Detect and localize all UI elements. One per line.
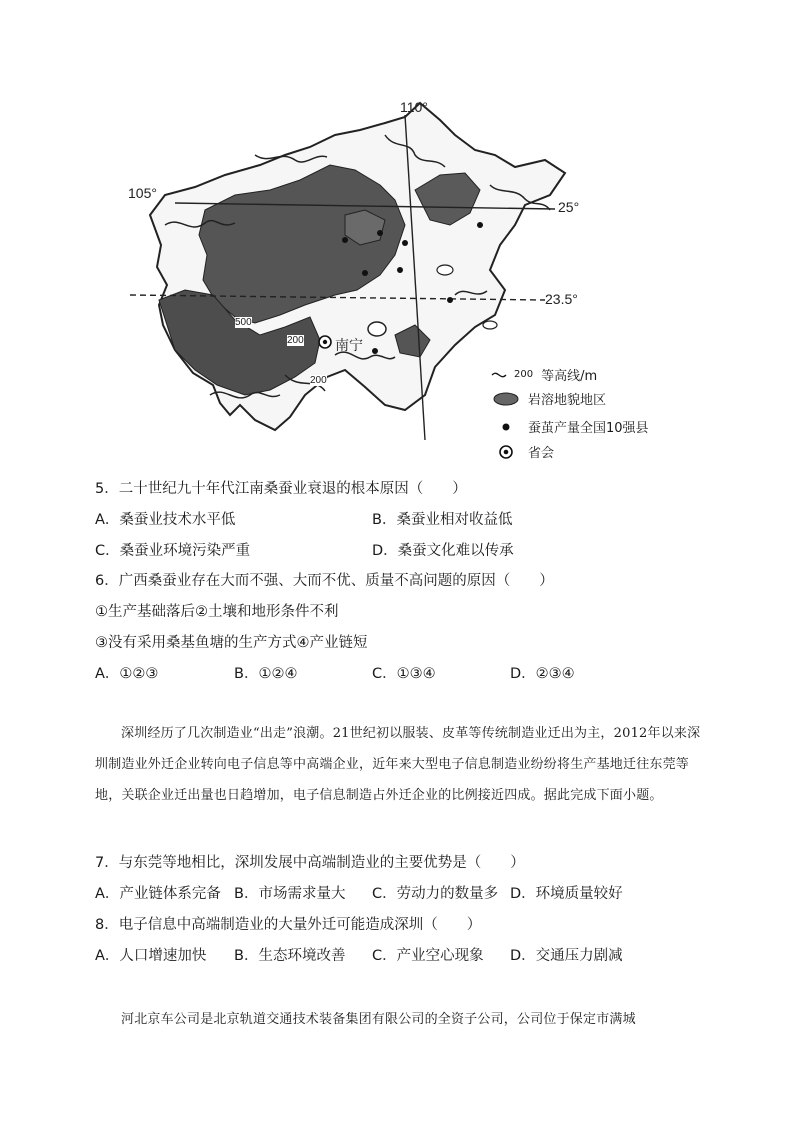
q6-statement-line-1: ①生产基础落后②土壤和地形条件不利 [95,604,339,620]
q5-option-d[interactable]: D．桑蚕文化难以传承 [372,543,514,559]
nanning-label: 南宁 [335,337,363,353]
q6-option-d[interactable]: D．②③④ [510,666,575,682]
q6-option-c[interactable]: C．①③④ [372,666,436,682]
legend-label: 蚕茧产量全国10强县 [528,421,649,436]
county-dot [397,267,403,273]
legend-contour [490,365,597,384]
q7-option-a[interactable]: A．产业链体系完备 [95,886,221,902]
legend-capital [490,442,554,461]
legend-county [490,417,649,436]
question-8-stem: 8．电子信息中高端制造业的大量外迁可能造成深圳（ ） [95,917,482,933]
q5-option-b[interactable]: B．桑蚕业相对收益低 [372,512,513,528]
q6-statement-line-2: ③没有采用桑基鱼塘的生产方式④产业链短 [95,635,368,651]
q8-option-c[interactable]: C．产业空心现象 [372,948,484,964]
contour-500-label: 500 [235,317,252,328]
latitude-23-5-label: 23.5° [545,291,578,307]
legend-karst [490,389,606,408]
question-7-stem: 7．与东莞等地相比，深圳发展中高端制造业的主要优势是（ ） [95,855,525,871]
q7-option-b[interactable]: B．市场需求量大 [234,886,346,902]
county-dot [447,297,453,303]
legend-label: 省会 [528,446,555,461]
q8-option-d[interactable]: D．交通压力剧减 [510,948,623,964]
q8-option-b[interactable]: B．生态环境改善 [234,948,346,964]
county-dot [372,348,378,354]
legend-label: 等高线/m [541,369,598,384]
next-passage: 河北京车公司是北京轨道交通技术装备集团有限公司的全资子公司，公司位于保定市满城 [121,1012,636,1027]
contour-legend-value: 200 [514,369,534,380]
contour-200-label: 200 [287,335,304,346]
q6-option-b[interactable]: B．①②④ [234,666,298,682]
q7-option-d[interactable]: D．环境质量较好 [510,886,623,902]
county-dot [377,230,383,236]
map-graphic [95,95,695,465]
q5-option-c[interactable]: C．桑蚕业环境污染严重 [95,543,251,559]
longitude-110-label: 110° [400,99,428,115]
county-dot [342,237,348,243]
q5-option-a[interactable]: A．桑蚕业技术水平低 [95,512,236,528]
question-6-stem: 6．广西桑蚕业存在大而不强、大而不优、质量不高问题的原因（ ） [95,573,554,589]
county-dot [477,222,483,228]
longitude-105-label: 105° [128,185,157,201]
legend-label: 岩溶地貌地区 [528,393,607,408]
capital-icon [490,444,522,460]
dot-icon [490,422,522,432]
question-5-stem: 5．二十世纪九十年代江南桑蚕业衰退的根本原因（ ） [95,481,467,497]
q7-option-c[interactable]: C．劳动力的数量多 [372,886,499,902]
county-dot [362,270,368,276]
latitude-25-label: 25° [558,199,580,215]
q6-option-a[interactable]: A．①②③ [95,666,159,682]
shenzhen-passage: 深圳经历了几次制造业“出走”浪潮。21世纪初以服装、皮革等传统制造业迁出为主，2012年以来深圳制造业外迁企业转向电子信息等中高端企业，近年来大型电子信息制造业纷纷将生产基地迁往东莞等地，关联企业迁出量也日趋增加，电子信息制造占外迁企业的比例接近四成。据此完成下面小题。 [95,726,701,803]
contour-200-label-2: 200 [310,375,327,386]
guangxi-karst-map [95,95,695,465]
q8-option-a[interactable]: A．人口增速加快 [95,948,207,964]
county-dot [402,240,408,246]
karst-swatch-icon [490,392,522,406]
